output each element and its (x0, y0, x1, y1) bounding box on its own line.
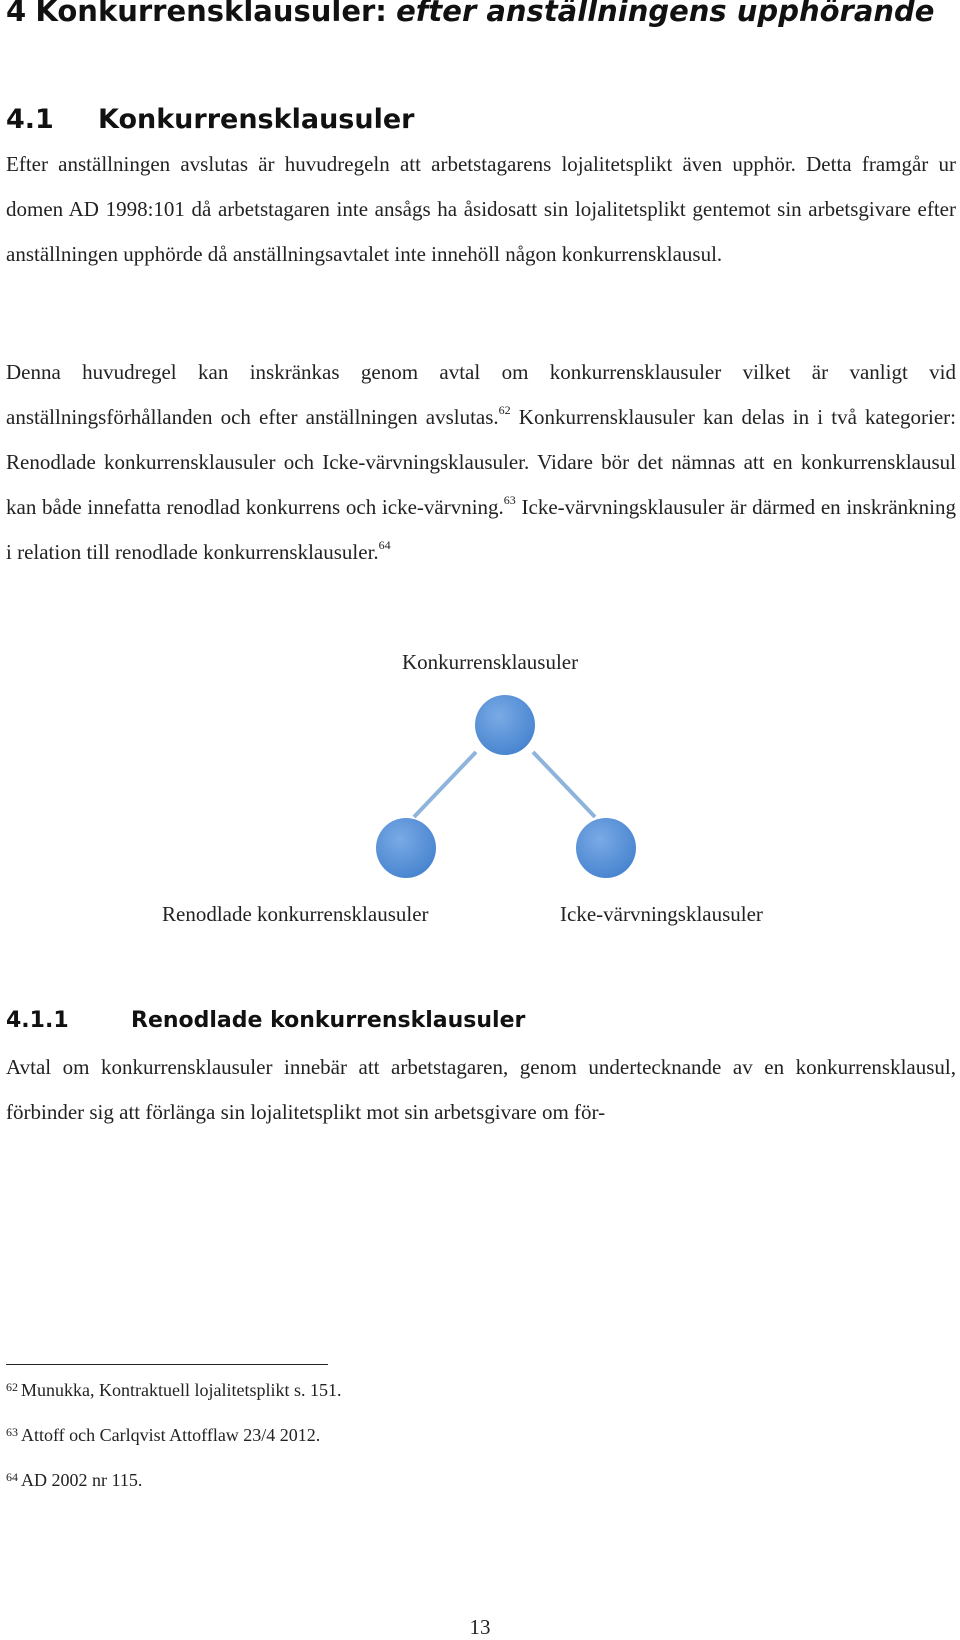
section-title: Konkurrensklausuler (98, 104, 415, 135)
chapter-heading (6, 0, 934, 28)
paragraph-2-part-1: Denna huvudregel kan inskränkas genom avtal om konkurrensklausuler vilket är vanligt vid anställningsförhållanden och efter anställningen avslutas. (6, 360, 956, 429)
footnote-ref-62[interactable]: 62 (498, 403, 511, 417)
footnote-separator (6, 1364, 328, 1365)
diagram-right-label: Icke-värvningsklausuler (560, 902, 763, 926)
diagram-root-label: Konkurrensklausuler (402, 650, 579, 674)
diagram-node-right (576, 818, 636, 878)
section-number: 4.1 (6, 104, 54, 135)
paragraph-1: Efter anställningen avslutas är huvudregeln att arbetstagarens lojalitetsplikt även upphör. Detta framgår ur domen AD 1998:101 då arbetstagaren inte ansågs ha åsidosatt sin lojalitetsplikt gentemot sin arbetsgivare efter anställningen upphörde då anställningsavtalet inte innehöll någon konkurrensklausul. (6, 152, 956, 266)
footnote-62 (6, 1380, 341, 1401)
paragraph-3: Avtal om konkurrensklausuler innebär att arbetstagaren, genom undertecknande av en konkurrensklausul, förbinder sig att förlänga sin lojalitetsplikt mot sin arbetsgivare om för- (6, 1055, 956, 1124)
footnote-text: AD 2002 nr 115. (21, 1470, 143, 1490)
footnote-text: Munukka, Kontraktuell lojalitetsplikt s. 151. (21, 1380, 342, 1400)
diagram-node-root (475, 695, 535, 755)
footnote-ref-63[interactable]: 63 (503, 493, 516, 507)
chapter-number: 4 (6, 0, 27, 28)
section-heading (6, 104, 414, 135)
footnote-number: 64 (6, 1470, 18, 1484)
subsection-heading (6, 1008, 525, 1033)
paragraph-2 (6, 350, 956, 575)
subsection-title: Renodlade konkurrensklausuler (131, 1008, 526, 1033)
footnote-number: 62 (6, 1380, 18, 1394)
diagram-node-left (376, 818, 436, 878)
footnote-text: Attoff och Carlqvist Attofflaw 23/4 2012. (21, 1425, 321, 1445)
page-number: 13 (469, 1615, 491, 1639)
hierarchy-diagram (162, 640, 830, 940)
footnote-ref-64[interactable]: 64 (378, 538, 391, 552)
diagram-edge-right (533, 752, 595, 817)
diagram-edge-left (414, 752, 476, 817)
subsection-number: 4.1.1 (6, 1008, 69, 1033)
chapter-title-italic: efter anställningens upphörande (396, 0, 935, 28)
footnote-64 (6, 1470, 142, 1491)
paragraph-2-part-3: Icke-värvningsklausuler är därmed en inskränkning i relation till renodlade konkurrensklausuler. (6, 495, 957, 564)
diagram-graphic (350, 680, 830, 910)
paragraph-2-part-2: Konkurrensklausuler kan delas in i två kategorier: Renodlade konkurrensklausuler och Icke-värvningsklausuler. Vidare bör det nämnas att en konkurrensklausul kan både innefatta renodlad konkurrens och icke-värvning. (6, 405, 956, 519)
diagram-left-label: Renodlade konkurrensklausuler (162, 902, 429, 926)
chapter-title: Konkurrensklausuler: (35, 0, 387, 28)
footnote-number: 63 (6, 1425, 18, 1439)
footnote-63 (6, 1425, 320, 1446)
